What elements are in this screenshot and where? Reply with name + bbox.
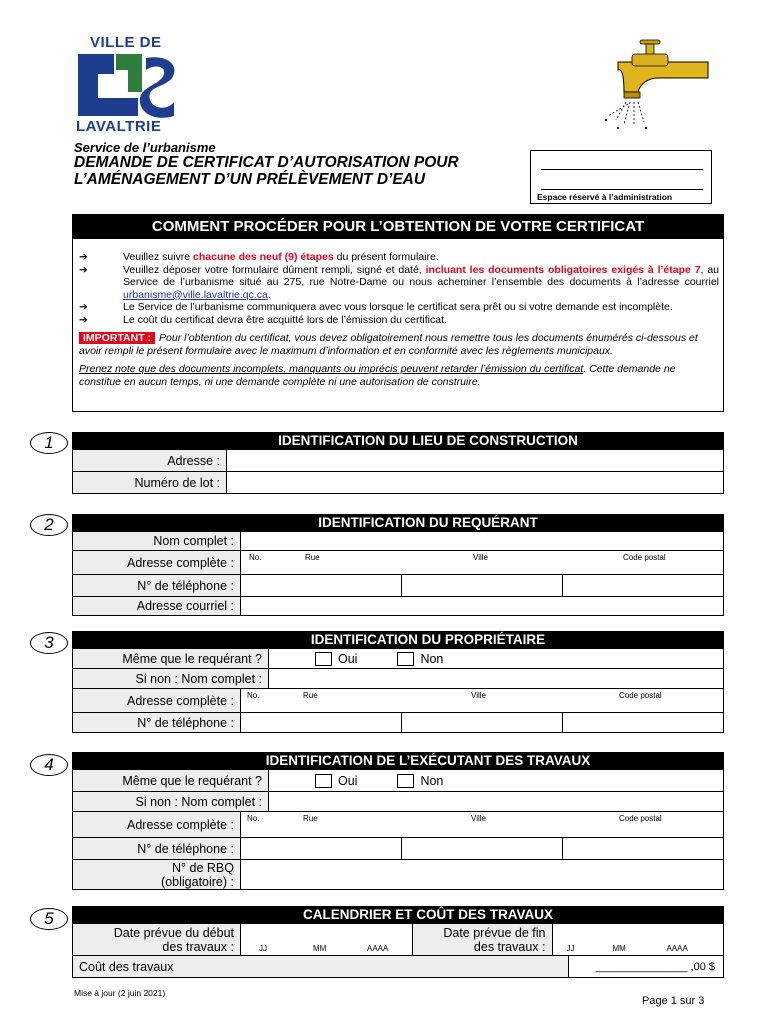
form-title-line-2: L’AMÉNAGEMENT D’UN PRÉLÈVEMENT D’EAU	[74, 171, 426, 188]
address-no-hint: No.	[249, 553, 262, 562]
field-label: N° de téléphone :	[73, 838, 241, 859]
phone-field-1[interactable]	[241, 713, 402, 732]
yes-checkbox[interactable]	[315, 652, 332, 666]
city-logo	[74, 34, 184, 138]
phone-field-2[interactable]	[402, 575, 563, 596]
yes-label: Oui	[338, 651, 358, 666]
month-hint: MM	[612, 944, 626, 953]
start-date-field[interactable]	[241, 924, 413, 955]
rbq-label-line-1: N° de RBQ	[172, 860, 234, 875]
end-label-line-1: Date prévue de fin	[443, 925, 546, 940]
lot-number-field[interactable]	[227, 472, 723, 493]
field-label: Si non : Nom complet :	[73, 792, 269, 811]
address-postal-hint: Code postal	[623, 553, 666, 562]
step-number-1: 1	[30, 432, 68, 454]
form-row	[73, 596, 723, 615]
field-label: Si non : Nom complet :	[73, 669, 269, 688]
applicant-name-field[interactable]	[241, 532, 723, 550]
logo-mark-icon	[76, 52, 182, 118]
field-label: Nom complet :	[73, 532, 241, 550]
form-row	[73, 574, 723, 596]
applicant-address-field[interactable]	[241, 551, 723, 574]
contractor-address-field[interactable]	[241, 812, 723, 837]
form-row	[73, 471, 723, 493]
form-row	[73, 688, 723, 712]
day-hint: JJ	[566, 944, 575, 953]
field-label: Adresse complète :	[73, 812, 241, 837]
address-city-hint: Ville	[471, 814, 486, 823]
form-row	[73, 955, 723, 977]
end-label-line-2: des travaux :	[473, 939, 546, 954]
instructions-heading: COMMENT PROCÉDER POUR L’OBTENTION DE VOTRE CERTIFICAT	[73, 215, 723, 239]
address-street-hint: Rue	[303, 814, 318, 823]
text: Le coût du certificat devra être acquitté lors de l’émission du certificat.	[123, 313, 447, 326]
section-title: CALENDRIER ET COÛT DES TRAVAUX	[73, 907, 723, 923]
address-no-hint: No.	[247, 814, 260, 823]
form-row	[73, 668, 723, 688]
field-label: Adresse complète :	[73, 689, 241, 712]
same-as-applicant-options	[269, 770, 723, 791]
field-label: Adresse complète :	[73, 551, 241, 574]
field-label	[73, 860, 241, 889]
service-name: Service de l’urbanisme	[74, 140, 216, 155]
form-row	[73, 550, 723, 574]
update-date: Mise à jour (2 juin 2021)	[74, 988, 166, 998]
year-hint: AAAA	[666, 944, 688, 953]
form-row	[73, 859, 723, 889]
address-no-hint: No.	[247, 691, 260, 700]
form-row	[73, 712, 723, 732]
field-label	[73, 924, 241, 955]
step-number-5: 5	[30, 908, 68, 930]
section-construction-site	[72, 432, 724, 494]
text: Le Service de l’urbanisme communiquera avec vous lorsque le certificat sera prêt ou si votre demande est incomplète.	[123, 301, 673, 313]
rbq-label-line-2: (obligatoire) :	[161, 874, 234, 889]
section-title: IDENTIFICATION DU REQUÉRANT	[73, 515, 723, 531]
address-city-hint: Ville	[473, 553, 488, 562]
logo-text-top: VILLE DE	[90, 34, 162, 51]
no-label: Non	[420, 773, 444, 788]
arrow-icon: ➔	[79, 251, 88, 263]
phone-field-1[interactable]	[241, 838, 402, 859]
yes-label: Oui	[338, 773, 358, 788]
owner-name-field[interactable]	[269, 669, 723, 688]
text: Veuillez déposer votre formulaire dûment rempli, signé et daté,	[123, 263, 426, 276]
note-rest: . Cette demande ne constitue en aucun temps, ni une demande complète ni une autorisation de construire.	[79, 363, 676, 388]
end-date-field[interactable]	[553, 924, 724, 955]
email-field[interactable]	[241, 597, 723, 615]
field-label: N° de téléphone :	[73, 713, 241, 732]
text: .	[267, 288, 271, 301]
section-title: IDENTIFICATION DU LIEU DE CONSTRUCTION	[73, 433, 723, 449]
list-item	[79, 251, 719, 264]
admin-reserved-box	[530, 150, 712, 204]
address-street-hint: Rue	[303, 691, 318, 700]
admin-line	[541, 189, 703, 190]
address-field[interactable]	[227, 450, 723, 471]
phone-field-3[interactable]	[563, 575, 723, 596]
list-item	[79, 301, 719, 314]
field-label	[413, 924, 553, 955]
address-city-hint: Ville	[471, 691, 486, 700]
section-contractor	[72, 752, 724, 890]
rbq-number-field[interactable]	[241, 860, 723, 889]
start-label-line-1: Date prévue du début	[113, 925, 234, 940]
form-title	[74, 154, 524, 188]
field-label: Même que le requérant ?	[73, 649, 269, 668]
address-postal-hint: Code postal	[619, 814, 662, 823]
field-label: Coût des travaux	[73, 956, 569, 977]
delay-note	[79, 363, 719, 388]
important-notice	[79, 332, 719, 357]
step-number-3: 3	[30, 632, 68, 654]
field-label: Numéro de lot :	[73, 472, 227, 493]
step-number-2: 2	[30, 514, 68, 536]
field-label: Adresse courriel :	[73, 597, 241, 615]
faucet-icon	[588, 36, 718, 132]
no-checkbox[interactable]	[397, 774, 414, 788]
field-label: Même que le requérant ?	[73, 770, 269, 791]
phone-field-2[interactable]	[402, 838, 563, 859]
arrow-icon: ➔	[79, 301, 88, 313]
year-hint: AAAA	[367, 944, 389, 953]
step-number-4: 4	[30, 754, 68, 776]
field-label: N° de téléphone :	[73, 575, 241, 596]
email-link[interactable]: urbanisme@ville.lavaltrie.qc.ca	[123, 288, 268, 301]
highlight-text: incluant les documents obligatoires exigés à l’étape 7	[425, 263, 701, 276]
owner-address-field[interactable]	[241, 689, 723, 712]
section-title: IDENTIFICATION DE L’EXÉCUTANT DES TRAVAUX	[73, 753, 723, 769]
arrow-icon: ➔	[79, 313, 88, 326]
month-hint: MM	[313, 944, 327, 953]
section-owner	[72, 631, 724, 733]
text: du présent formulaire.	[333, 251, 439, 263]
form-row	[73, 769, 723, 791]
form-row	[73, 837, 723, 859]
form-row	[73, 648, 723, 668]
page-number: Page 1 sur 3	[642, 995, 705, 1007]
text: Veuillez suivre	[123, 251, 194, 263]
form-row	[73, 531, 723, 550]
important-tag: IMPORTANT :	[79, 332, 155, 344]
admin-label: Espace réservé à l’administration	[537, 192, 673, 202]
instructions-list	[79, 251, 719, 326]
list-item	[79, 314, 719, 327]
admin-line	[541, 169, 703, 170]
contractor-name-field[interactable]	[269, 792, 723, 811]
highlight-text: chacune des neuf (9) étapes	[193, 251, 334, 263]
field-label: Adresse :	[73, 450, 227, 471]
logo-text-bottom: LAVALTRIE	[76, 118, 162, 135]
form-row	[73, 923, 723, 955]
cost-field[interactable]: _______________ ,00 $	[595, 960, 715, 973]
phone-field-3[interactable]	[563, 838, 723, 859]
day-hint: JJ	[259, 944, 267, 953]
list-item	[79, 264, 719, 302]
no-checkbox[interactable]	[397, 652, 414, 666]
address-street-hint: Rue	[305, 553, 320, 562]
yes-checkbox[interactable]	[315, 774, 332, 788]
section-title: IDENTIFICATION DU PROPRIÉTAIRE	[73, 632, 723, 648]
start-label-line-2: des travaux :	[162, 939, 234, 954]
phone-field-1[interactable]	[241, 575, 402, 596]
text: , au Service de l’urbanisme situé au 275, rue Notre-Dame ou nous acheminer l’ensemble des documents à l’adresse courriel	[123, 263, 719, 288]
phone-field-3[interactable]	[563, 713, 723, 732]
form-row	[73, 811, 723, 837]
instructions-box	[72, 214, 724, 412]
same-as-applicant-options	[269, 649, 723, 668]
form-row	[73, 791, 723, 811]
arrow-icon: ➔	[79, 263, 88, 276]
no-label: Non	[420, 651, 444, 666]
phone-field-2[interactable]	[402, 713, 563, 732]
section-applicant	[72, 514, 724, 616]
section-schedule-cost	[72, 906, 724, 978]
form-row	[73, 449, 723, 471]
address-postal-hint: Code postal	[619, 691, 662, 700]
note-underlined: Prenez note que des documents incomplets, manquants ou imprécis peuvent retarder l’émission du certificat	[79, 363, 584, 375]
form-title-line-1: DEMANDE DE CERTIFICAT D’AUTORISATION POUR	[74, 154, 459, 171]
important-text: Pour l’obtention du certificat, vous devez obligatoirement nous remettre tous les documents énumérés ci-dessous et avoir rempli le présent formulaire avec le maximum d’information et en conformité avec les règlements municipaux.	[79, 332, 698, 357]
